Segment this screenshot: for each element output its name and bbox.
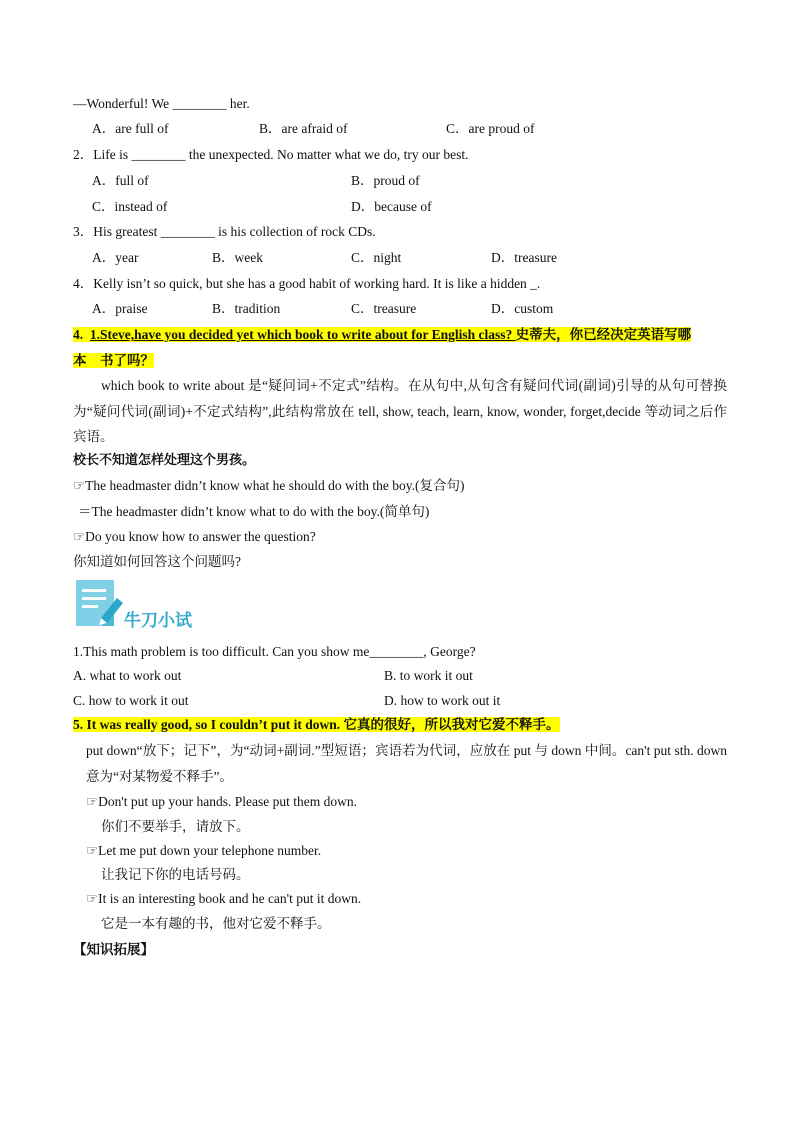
example-sentence: ☞The headmaster didn’t know what he should do with the boy.(复合句) [73,478,465,493]
example-sentence: ☞It is an interesting book and he can't put it down. [86,891,362,906]
option-b: B．tradition [212,301,281,316]
option-c: C．treasure [351,301,417,316]
practice-title: 牛刀小试 [124,611,192,631]
example-translation: 它是一本有趣的书，他对它爱不释手。 [101,916,331,931]
point5-explanation: put down“放下；记下”，为“动词+副词.”型短语；宾语若为代词，应放在 put 与 down 中间。can't put sth. down 意为“对某物爱不释手”。 [86,743,727,784]
option-d: D．because of [351,199,432,214]
example-chinese: 校长不知道怎样处理这个男孩。 [73,453,256,468]
option-d: D．treasure [491,250,557,265]
option-a: A．full of [92,173,149,188]
point4-explanation: which book to write about 是“疑问词+不定式”结构。在从句中,从句含有疑问代词(副词)引导的从句可替换为“疑问代词(副词)+不定式结构”,此结构常放在 tell, show, teach, learn, know, wonder, forget,decide 等动词之后作宾语。 [73,378,727,444]
point4-chinese: 史蒂夫，你已经决定英语写哪 [515,327,692,342]
point5-heading: 5. It was really good, so I couldn’t put it down. 它真的很好，所以我对它爱不释手。 [73,717,560,732]
option-b: B．week [212,250,263,265]
option-a: A．praise [92,301,148,316]
option-c: C．are proud of [446,121,535,136]
option-c: C．instead of [92,199,168,214]
question-stem: 4．Kelly isn’t so quick, but she has a good habit of working hard. It is like a hidden _. [73,276,541,291]
option-b: B. to work it out [384,668,473,683]
example-sentence: ＝The headmaster didn’t know what to do with the boy.(简单句) [78,504,430,519]
point4-english: 1.Steve,have you decided yet which book to write about for English class? [89,327,516,342]
option-a: A. what to work out [73,668,182,683]
practice-stem: 1.This math problem is too difficult. Can you show me________, George? [73,644,476,659]
option-b: B．are afraid of [259,121,348,136]
example-sentence: ☞Don't put up your hands. Please put them down. [86,794,358,809]
question-stem: 3．His greatest ________ is his collection of rock CDs. [73,224,376,239]
option-c: C. how to work it out [73,693,189,708]
option-b: B．proud of [351,173,420,188]
option-c: C．night [351,250,402,265]
example-sentence: ☞Do you know how to answer the question? [73,529,316,544]
example-translation: 你知道如何回答这个问题吗? [73,554,241,569]
example-sentence: ☞Let me put down your telephone number. [86,843,322,858]
option-a: A．year [92,250,139,265]
question-stem: —Wonderful! We ________ her. [73,96,250,111]
example-translation: 你们不要举手，请放下。 [101,819,250,834]
point4-heading [73,326,691,344]
example-translation: 让我记下你的电话号码。 [101,867,250,882]
option-a: A．are full of [92,121,169,136]
knowledge-extension-heading: 【知识拓展】 [73,942,154,957]
question-stem: 2．Life is ________ the unexpected. No matter what we do, try our best. [73,147,469,162]
option-d: D．custom [491,301,554,316]
option-d: D. how to work out it [384,693,501,708]
point4-heading-cont: 本 书了吗？ [73,353,154,368]
point4-number: 4. [73,327,84,342]
